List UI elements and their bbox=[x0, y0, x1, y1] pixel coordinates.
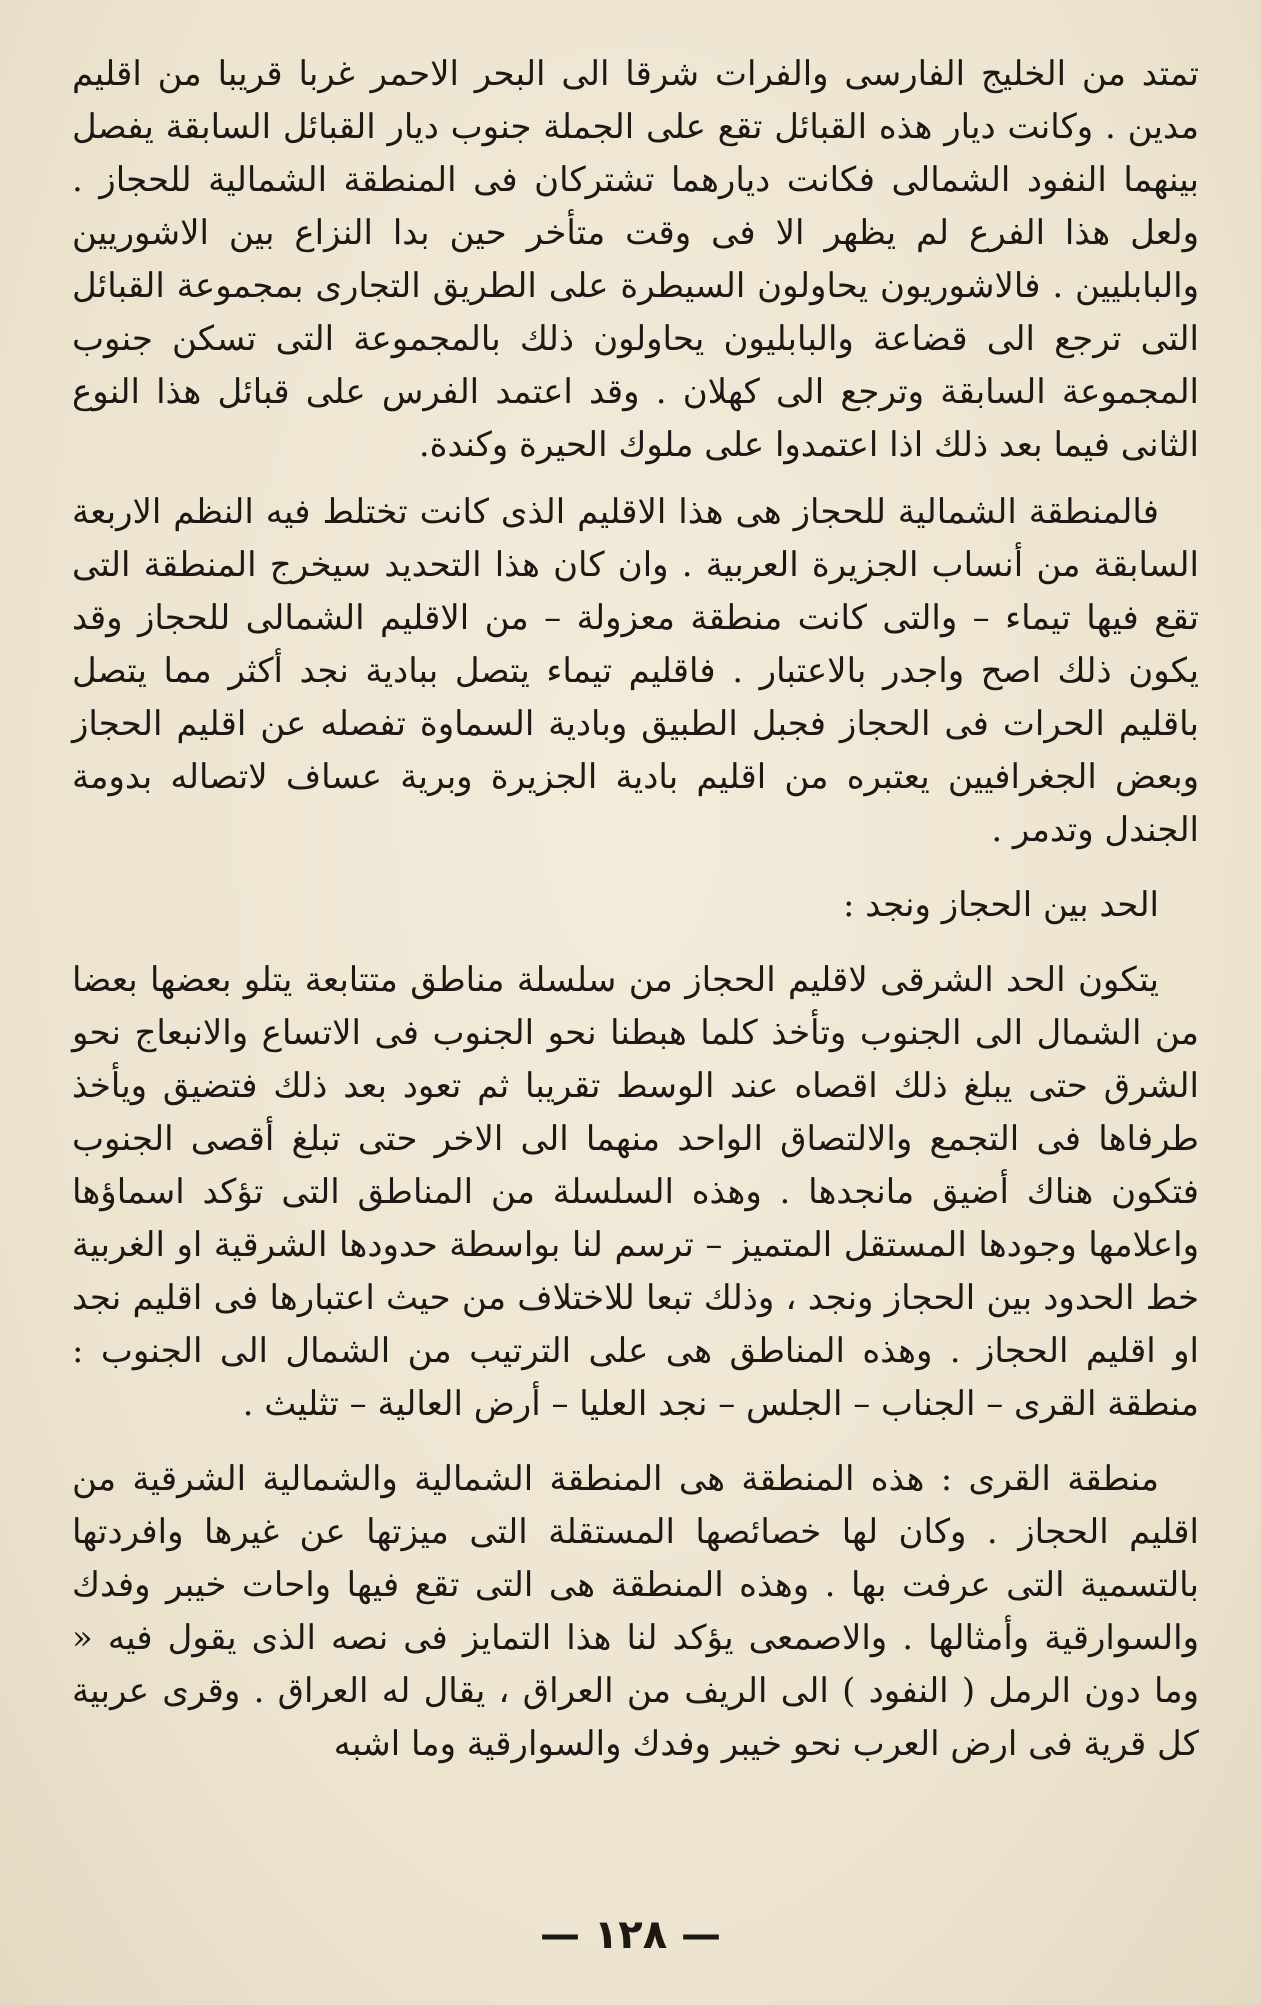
paragraph-northern-hijaz: فالمنطقة الشمالية للحجاز هى هذا الاقليم الذى كانت تختلط فيه النظم الاربعة السابقة من أنساب الجزيرة العربية . وان كان هذا التحديد سيخرج المنطقة التى تقع فيها تيماء – والتى كانت منطقة معزولة – من الاقليم الشمالى للحجاز وقد يكون ذلك اصح واجدر بالاعتبار . فاقليم تيماء يتصل ببادية نجد أكثر مما يتصل باقليم الحرات فى الحجاز فجبل الطبيق وبادية السماوة تفصله عن اقليم الحجاز وبعض الجغرافيين يعتبره من اقليم بادية الجزيرة وبرية عساف لاتصاله بدومة الجندل وتدمر . bbox=[72, 492, 1199, 850]
body-text bbox=[72, 48, 1199, 1771]
section-border-description bbox=[72, 954, 1199, 1431]
page-number: — ١٢٨ — bbox=[539, 1912, 722, 1958]
paragraph-qura-region: منطقة القرى : هذه المنطقة هى المنطقة الشمالية والشمالية الشرقية من اقليم الحجاز . وكان لها خصائصها المستقلة التى ميزتها عن غيرها وافردتها بالتسمية التى عرفت بها . وهذه المنطقة هى التى تقع فيها واحات خيبر وفدك والسوارقية وأمثالها . والاصمعى يؤكد لنا هذا التمايز فى نصه الذى يقول فيه « وما دون الرمل ( النفود ) الى الريف من العراق ، يقال له العراق . وقرى عربية كل قرية فى ارض العرب نحو خيبر وفدك والسوارقية وما اشبه bbox=[72, 1459, 1199, 1764]
section-heading-border: الحد بين الحجاز ونجد : bbox=[842, 885, 1159, 925]
paragraph-tribes: تمتد من الخليج الفارسى والفرات شرقا الى البحر الاحمر غربا قريبا من اقليم مدين . وكانت ديار هذه القبائل تقع على الجملة جنوب ديار القبائل السابقة يفصل بينهما النفود الشمالى فكانت ديارهما تشتركان فى المنطقة الشمالية للحجاز . ولعل هذا الفرع لم يظهر الا فى وقت متأخر حين بدا النزاع بين الاشوريين والبابليين . فالاشوريون يحاولون السيطرة على الطريق التجارى بمجموعة القبائل التى ترجع الى قضاعة والبابليون يحاولون ذلك بالمجموعة التى تسكن جنوب المجموعة السابقة وترجع الى كهلان . وقد اعتمد الفرس على قبائل هذا النوع الثانى فيما بعد ذلك اذا اعتمدوا على ملوك الحيرة وكندة. bbox=[72, 54, 1199, 465]
section-qura-region bbox=[72, 1453, 1199, 1771]
section-northern-hijaz bbox=[72, 486, 1199, 857]
section-tribes bbox=[72, 48, 1199, 472]
paragraph-border-description: يتكون الحد الشرقى لاقليم الحجاز من سلسلة مناطق متتابعة يتلو بعضها بعضا من الشمال الى الجنوب وتأخذ كلما هبطنا نحو الجنوب فى الاتساع والانبعاج نحو الشرق حتى يبلغ ذلك اقصاه عند الوسط تقريبا ثم تعود بعد ذلك فتضيق ويأخذ طرفاها فى التجمع والالتصاق الواحد منهما الى الاخر حتى تبلغ أقصى الجنوب فتكون هناك أضيق مانجدها . وهذه السلسلة من المناطق التى تؤكد اسماؤها واعلامها وجودها المستقل المتميز – ترسم لنا بواسطة حدودها الشرقية او الغربية خط الحدود بين الحجاز ونجد ، وذلك تبعا للاختلاف من حيث اعتبارها فى اقليم نجد او اقليم الحجاز . وهذه المناطق هى على الترتيب من الشمال الى الجنوب : منطقة القرى – الجناب – الجلس – نجد العليا – أرض العالية – تثليث . bbox=[72, 960, 1199, 1424]
